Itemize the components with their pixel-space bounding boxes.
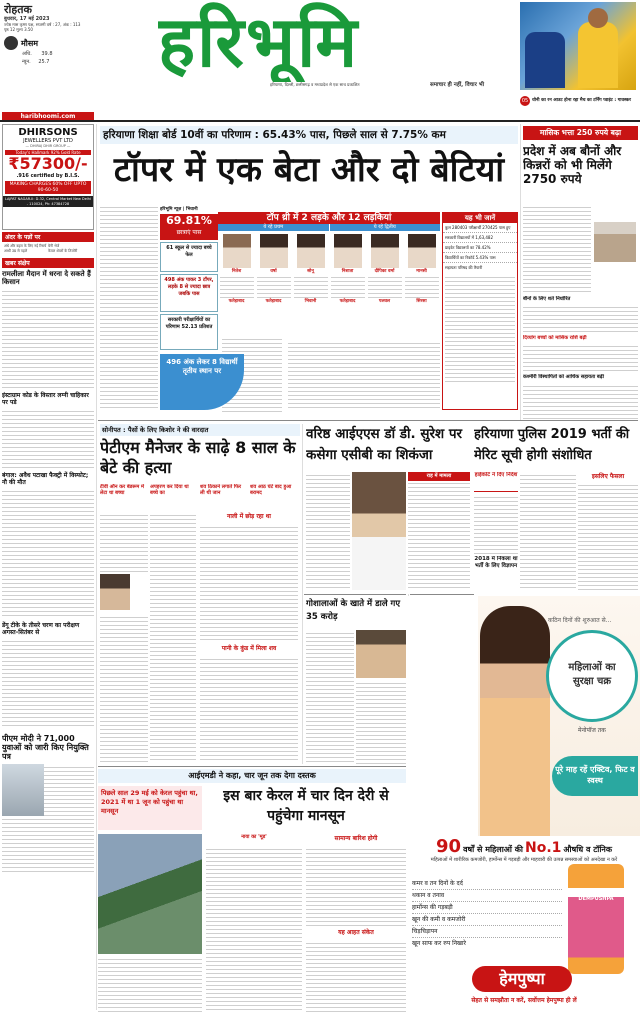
city-name: रोहतक: [4, 3, 32, 16]
ad-circle-2: सुरक्षा चक्र: [572, 676, 612, 687]
police-body-2: [520, 472, 576, 590]
topper-place: पलवल: [378, 299, 391, 304]
hempushpa-ad[interactable]: [408, 596, 640, 1015]
sonipat-body-1: [100, 512, 148, 572]
ad-years-text: वर्षों से महिलाओं की: [463, 845, 523, 854]
weather-label: मौसम: [21, 38, 39, 48]
masthead-tagline: हरियाणा, दिल्ली, छत्तीसगढ़ व मध्यप्रदेश से एक साथ प्रकाशित: [270, 82, 360, 87]
ad-years: 90: [436, 836, 462, 857]
right-banner: मासिक भत्ता 250 रुपये बढ़ा: [523, 126, 638, 140]
sonipat-kicker: सोनीपत : पैसों के लिए किशोर ने की वारदात: [100, 424, 300, 436]
topper-place: भिवानी: [304, 299, 317, 304]
police-body-3: [578, 482, 638, 590]
topper-photo: [260, 234, 288, 268]
gosala-body-1: [306, 630, 354, 764]
top-story-kicker: हरियाणा शिक्षा बोर्ड 10वीं का परिणाम : 65.43% पास, पिछले साल से 7.75% कम: [100, 126, 518, 144]
ad-address: LAJPAT NAGAR-II: D-32, Central Market New Delhi - 110024, Ph: 47384728: [4, 197, 92, 206]
topper-place: सिरसा: [416, 299, 427, 304]
toppers-sub-body: [288, 340, 440, 410]
inside-item[interactable]: बेनी भेजे: [48, 244, 60, 248]
edition-date: बुधवार, 17 मई 2023: [4, 16, 50, 22]
ad-no1: No.1: [524, 840, 562, 856]
topper-name: मानसी: [416, 269, 427, 274]
ad-benefit: चिड़चिड़ापन: [412, 926, 562, 938]
right-body-4: [523, 383, 638, 419]
topper-card: [368, 234, 402, 304]
first-place-label: ये रहे प्रथम: [218, 224, 329, 231]
ad-circle-1: महिलाओं का: [568, 662, 616, 673]
ad-sub: महिलाओं में शारीरिक कमजोरी, हार्मोन्स में गड़बड़ी और माहवारी की उत्पन्न समस्याओं को अनदेखा न करें: [430, 857, 618, 863]
mansoon-headline[interactable]: इस बार केरल में चार दिन देरी से पहुंचेगा मानसून: [223, 788, 389, 824]
right-body-1: [523, 204, 591, 294]
ipl-page-number: 05: [521, 98, 529, 104]
right-sub-1: बौनों के लिए शर्त निर्धारित: [523, 296, 571, 302]
ad-brand: DHIRSONS: [18, 127, 78, 138]
second-place-label: ये रहे द्वितीय: [329, 224, 441, 231]
pass-label: छात्राएं पास: [176, 229, 202, 236]
inside-item[interactable]: केवल शेयरों के तिजोरी: [48, 249, 78, 253]
mansoon-kicker: आईएमडी ने कहा, चार जून तक देगा दस्तक: [98, 769, 406, 783]
edition-info: ज्येष्ठ मास कृष्ण पक्ष, सप्तमी वर्ष : 27, अंक : 113: [4, 22, 81, 27]
ad-bottle: [568, 864, 624, 974]
site-url[interactable]: haribhoomi.com: [2, 112, 94, 121]
col-sep: [302, 424, 303, 764]
point-item: सहायता परिषद की तैयारी: [445, 265, 483, 270]
police-headline[interactable]: हरियाणा पुलिस 2019 भर्ती की मेरिट सूची होगी संशोधित: [474, 427, 630, 463]
ad-sub: JEWELLERS PVT LTD: [23, 138, 73, 144]
ad-benefit: खून की कमी व कमजोरी: [412, 914, 562, 926]
masthead-title: हरिभूमि: [158, 2, 360, 82]
topper-name: सोनू: [307, 269, 314, 274]
pages-price: पृष्ठ 12 मूल्य 3.50: [4, 27, 33, 32]
ad-rate-note: .916 certified by B.I.S.: [16, 173, 80, 179]
pass-pct: 69.81%: [166, 214, 212, 227]
ad-benefit: खून साफ कर रुप निखारे: [412, 940, 466, 947]
ad-rate-label: Today's Hallmark 92% Gold Rate: [5, 150, 91, 155]
point-item: सरकारी विद्यालयों में 1,63,482: [443, 233, 517, 243]
gosala-headline[interactable]: गोशालाओं के खाते में डाले गए 35 करोड़: [306, 599, 401, 622]
topper-photo: [223, 234, 251, 268]
ad-sub2: — DHIRAJ DHIR GROUP —: [25, 144, 71, 148]
topper-name: निशाता: [341, 269, 354, 274]
ad-benefit: थकान व तनाव: [412, 890, 562, 902]
brief-header: खबर संक्षेप: [2, 258, 94, 268]
dhirsons-ad[interactable]: [2, 124, 94, 230]
sonipat-body-5: [200, 656, 298, 762]
ad-rate: ₹57300/-: [8, 154, 88, 173]
ias-headline[interactable]: वरिष्ठ आईएएस डॉ डी. सुरेश पर कसेगा एसीबी का शिकंजा: [306, 426, 463, 463]
max-temp-value: 39.8: [41, 51, 53, 57]
ad-meno: मेनोपॉज तक: [578, 727, 606, 734]
top-story-headline[interactable]: टॉपर में एक बेटा और दो बेटियां: [113, 150, 505, 190]
topper-place: फतेहाबाद: [339, 299, 356, 304]
max-temp-label: अधि.: [22, 51, 32, 57]
topper-photo: [408, 234, 436, 268]
mansoon-sub-3: यह आहत संकेत: [338, 929, 374, 936]
brief2-title[interactable]: इंस्टाग्राम कोड के विस्तार लग्नी चाहिकार पर पडे: [2, 392, 89, 406]
gosala-body-2: [356, 680, 406, 764]
sonipat-box-3: शव ठिकाने लगाते फिर ली थी जान: [200, 484, 242, 496]
point-item: विद्यार्थियों का रिकॉर्ड 5.43% पास: [443, 253, 517, 263]
ad-bottle-label: DEMPUSHPA: [578, 896, 614, 902]
ipl-caption: [520, 90, 636, 112]
point-item: कुल 280403 परीक्षार्थी 270425 पास हुए: [443, 223, 517, 233]
ad-tonic: औषधि व टॉनिक: [563, 845, 612, 854]
min-temp-value: 25.7: [38, 59, 50, 65]
sonipat-sub: नाली में छोड़ रहा था: [226, 513, 271, 520]
weather-icon: [4, 36, 18, 50]
ad-benefit: कमर व तन दिनों के दर्द: [412, 878, 562, 890]
topper-card: [294, 234, 328, 304]
section-rule-4: [98, 766, 406, 767]
top-story-body: [100, 204, 158, 410]
topper-name: दीपिका वर्मा: [374, 269, 395, 274]
gosala-photo: [356, 630, 406, 678]
ipl-photo: [520, 2, 636, 90]
brief1-body: [2, 288, 94, 388]
brief3-title[interactable]: बंगाल: अवैध पटाखा फैक्ट्री में विस्फोट; नौ की मौत: [2, 472, 89, 486]
sonipat-body-2: [100, 614, 148, 762]
stat-box-4: 496 अंक लेकर 8 विद्यार्थी तृतीय स्थान पर: [160, 354, 244, 410]
mansoon-sub-1: नाया का 'मूड': [241, 834, 267, 840]
points-title: यह भी जानें: [443, 213, 517, 223]
right-photo: [594, 222, 636, 262]
sonipat-headline[interactable]: पेटीएम मैनेजर के साढ़े 8 साल के बेटे की हत्या: [100, 438, 296, 477]
min-temp-label: न्यून.: [22, 59, 31, 65]
ad-making: MAKING CHARGES 60% OFF UPTO 90-60-50: [5, 181, 91, 194]
mansoon-sub-2: सामान्य बारिश होगी: [334, 835, 378, 842]
right-body-3: [523, 343, 638, 373]
point-item: प्राइवेट विद्यालयों का 78.42%: [443, 243, 517, 253]
section-rule-3: [410, 594, 474, 595]
inside-pages-header: अंदर के पन्नों पर: [2, 232, 94, 242]
sonipat-photo: [100, 574, 130, 610]
topper-photo: [334, 234, 362, 268]
inside-item[interactable]: अंधे और बहरा के लिए नई रिसर्च: [4, 244, 47, 248]
sonipat-body-4: [200, 524, 298, 642]
topper-card: [257, 234, 291, 304]
right-headline[interactable]: प्रदेश में अब बौनों और किन्नरों को भी मिलेंगे 2750 रुपये: [523, 144, 622, 186]
right-sub-2: दिव्यांग बच्चों को मासिक राशि बढ़ी: [523, 335, 587, 341]
brief3-body: [2, 488, 94, 618]
ad-footer: सेहत से समझौता न करें, सर्वोत्तम हेमपुष्पा ही लें: [471, 997, 577, 1004]
topper-place: फतेहाबाद: [228, 299, 245, 304]
ias-body-2: [408, 472, 470, 590]
mansoon-body-4: [306, 940, 406, 1012]
mansoon-body-2: [206, 846, 302, 1012]
brief1-title[interactable]: रामलीला मैदान में धरना दे सकते हैं किसान: [2, 270, 91, 286]
section-rule: [98, 420, 638, 421]
stat-box-2: 498 अंक पाकर 3 टॉपर, लड़के 8 से ज्यादा छात्र जबकि पास: [160, 274, 218, 312]
col-sep: [520, 124, 521, 420]
topper-photo: [371, 234, 399, 268]
col-sep: [96, 124, 97, 1010]
sonipat-box-2: अपहरण कर दिया था बच्चे का: [150, 484, 189, 496]
police-body-1: [474, 494, 518, 554]
section-rule-2: [304, 594, 406, 595]
ad-brand-pill: हेमपुष्पा: [472, 966, 572, 992]
masthead-slogan: समाचार ही नहीं, विचार भी: [430, 82, 485, 88]
sonipat-body-3: [150, 512, 196, 762]
sonipat-box-1: टीवी ऑन कर बेडरूम में लेटा था बच्चा: [100, 484, 145, 496]
mansoon-body-1: [98, 956, 202, 1012]
right-body-2: [523, 304, 638, 334]
ias-body-1: [306, 472, 350, 590]
ias-photo: [352, 472, 406, 590]
topper-card: [405, 234, 439, 304]
ipl-caption-text: धोनी का रन आउट होना रहा मैच का टर्निंग प्वाइंट : गावस्कर: [532, 98, 631, 104]
ias-box: राह में मामला: [408, 472, 470, 481]
masthead-rule: [0, 120, 640, 122]
stat-box-3: सरकारी परीक्षार्थियों का परिणाम 52.13 प्रतिशत: [160, 314, 218, 350]
brief4-body: [2, 638, 94, 728]
modi-title[interactable]: पीएम मोदी ने 71,000 युवाओं को जारी किए नियुक्ति पत्र: [2, 734, 89, 761]
ad-lower: [408, 836, 640, 1015]
topper-card: [331, 234, 365, 304]
topper-card: [220, 234, 254, 304]
sonipat-box-4: शव आठ घंटे बाद हुआ बरामद: [250, 484, 292, 496]
topper-place: फतेहाबाद: [265, 299, 282, 304]
mansoon-photo: [98, 834, 202, 954]
topper-photo: [297, 234, 325, 268]
ad-line1: कठिन दिनों की शुरुआत से...: [548, 617, 612, 624]
toppers-panel: [218, 212, 440, 338]
ad-pill: पूरे माह रहें एक्टिव, फिट व स्वस्थ: [552, 756, 638, 796]
inside-item[interactable]: आधी उम्र से पहले: [4, 249, 28, 253]
stat-box-1: 61 स्कूल से ज्यादा बच्चे फेल: [160, 242, 218, 272]
right-sub-3: कश्मीरी विस्थापितों को आर्थिक सहायता बढ़ी: [523, 374, 604, 380]
masthead-left-info: [4, 2, 96, 120]
mansoon-left-box: पिछले साल 29 मई को केरल पहुंचा था, 2021 में था 1 जून को पहुंचा था मानसून: [98, 786, 202, 830]
sonipat-sub-2: पानी के कुंड में मिला शव: [221, 645, 277, 652]
points-box: [442, 212, 518, 410]
ad-woman: [480, 606, 550, 836]
brief2-body: [2, 408, 94, 468]
pass-badge: [160, 214, 218, 240]
police-box-1: हाईकोर्ट ने दिए निर्देश: [474, 472, 518, 492]
police-box-2: इसलिए फैसला: [591, 473, 625, 480]
mansoon-body-3: [306, 846, 406, 926]
ad-circle: [546, 630, 638, 722]
ad-benefit: हार्मोन्स की गड़बड़ी: [412, 902, 562, 914]
topper-name: वर्षा: [270, 269, 277, 274]
police-box-3: 2018 में निकला था भर्ती के लिए विज्ञापन: [474, 556, 518, 569]
toppers-heading: टॉप थ्री में 2 लड़के और 12 लड़कियां: [218, 212, 440, 224]
modi-photo: [2, 764, 44, 816]
top-story-byline: हरिभूमि न्यूज़ | भिवानी: [160, 207, 198, 212]
left-column: [2, 232, 94, 1010]
topper-name: नितेश: [231, 269, 242, 274]
brief4-title[interactable]: डेंगू टीके के तीसरे चरण का परीक्षण अगस्त-सितंबर से: [2, 622, 80, 636]
